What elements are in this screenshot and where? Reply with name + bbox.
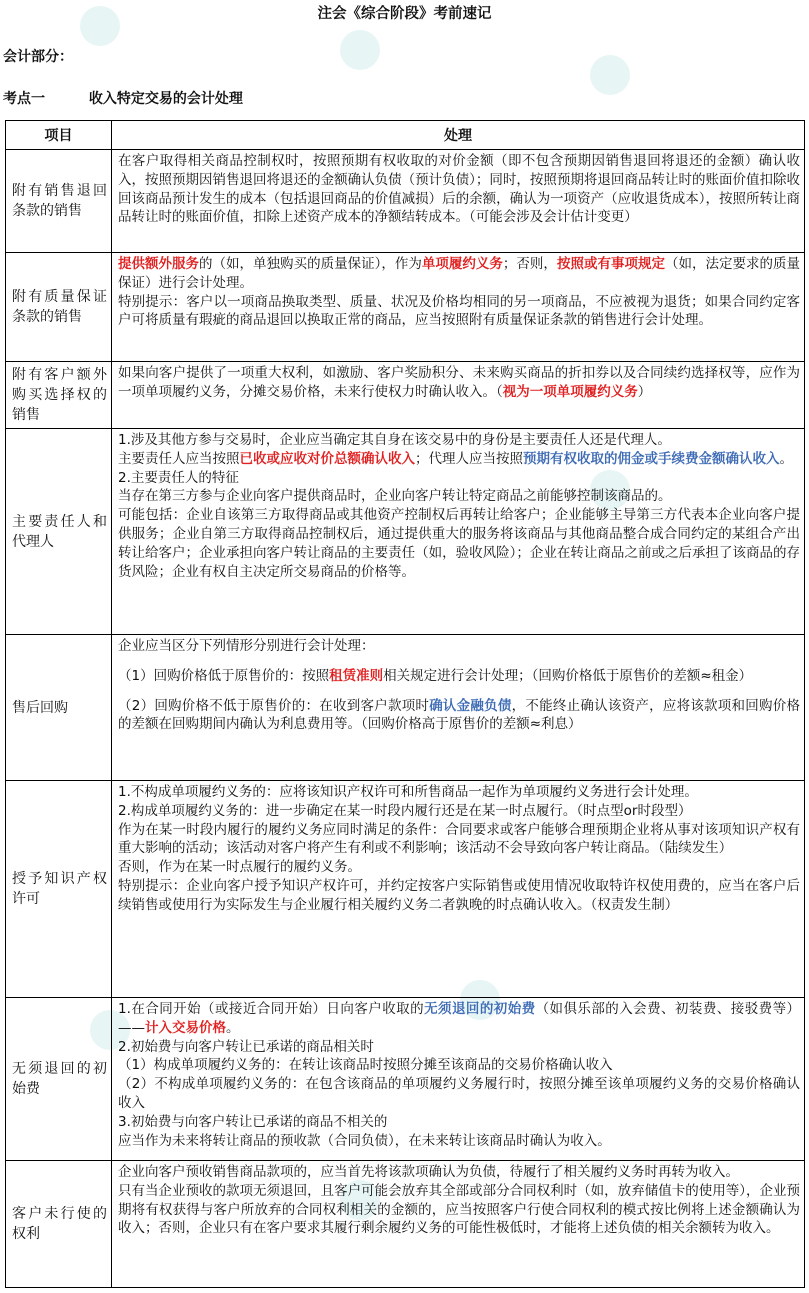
treatment-paragraph: [118, 637, 800, 656]
text-run: （如俱乐部的入会费、初装费、接驳费等）——: [118, 1001, 801, 1036]
highlight-blue: 预期有权收取的佣金或手续费金额确认收入: [523, 450, 780, 467]
text-run: （1）构成单项履约义务的：在转让该商品时按照分摊至该商品的交易价格确认收入: [118, 1057, 613, 1074]
treatment-paragraph: [118, 697, 800, 735]
text-run: 特别提示：客户以一项商品换取类型、质量、状况及价格均相同的另一项商品，不应被视为退货；如果合同约定客户可将质量有瑕疵的商品退回以换取正常的商品，应当按照附有质量保证条款的销售进行会计处理。: [118, 293, 800, 329]
text-run: 1.在合同开始（或接近合同开始）日向客户收取的: [118, 1001, 425, 1017]
treatment-paragraph: [118, 469, 800, 488]
highlight-red: 视为一项单项履约义务: [502, 383, 638, 400]
highlight-red: 单项履约义务: [421, 256, 503, 272]
row-treatment: [112, 253, 805, 362]
text-run: 特别提示：企业向客户授予知识产权许可，并约定按客户实际销售或使用情况收取特许权使用费的，应当在客户后续销售或使用行为实际发生与企业履行相关履约义务二者孰晚的时点确认收入。（权责发生制）: [118, 877, 800, 913]
row-item-label: 附有销售退回条款的销售: [6, 150, 112, 253]
treatment-paragraph: [118, 783, 800, 802]
text-run: （2）不构成单项履约义务的：在包含该商品的单项履约义务履行时，按照分摊至该单项履约义务的交易价格确认收入: [118, 1076, 800, 1111]
treatment-paragraph: [118, 667, 800, 686]
row-item-label: 售后回购: [6, 635, 112, 781]
table-row: [6, 998, 805, 1161]
text-run: 主要责任人应当按照: [118, 450, 240, 467]
text-run: ；否则，: [502, 256, 557, 272]
row-item-label: 附有客户额外购买选择权的销售: [6, 362, 112, 429]
column-header-treatment: 处理: [112, 121, 805, 150]
table-row: [6, 1161, 805, 1288]
topic-heading: [3, 89, 243, 109]
row-item-label: 客户未行使的权利: [6, 1161, 112, 1288]
row-treatment: [112, 635, 805, 781]
treatment-paragraph: [118, 1075, 800, 1113]
row-treatment: [112, 1161, 805, 1288]
treatment-paragraph: [118, 877, 800, 915]
highlight-blue: 无须退回的初始费: [424, 1001, 536, 1017]
text-run: 只有当企业预收的款项无须退回，且客户可能会放弃其全部或部分合同权利时（如，放弃储值卡的使用等），企业预期将有权获得与客户所放弃的合同权利相关的金额的，应当按照客户行使合同权利的模式按比例将上述金额确认为收入；否则，企业只有在客户要求其履行剩余履约义务的可能性极低时，才能将上述负债的相关余额转为收入。: [118, 1182, 800, 1237]
text-run: ；代理人应当按照: [415, 450, 523, 467]
treatment-paragraph: [118, 1038, 800, 1057]
treatment-paragraph: [118, 1000, 800, 1038]
row-treatment: [112, 781, 805, 998]
text-run: 否则，作为在某一时点履行的履约义务。: [118, 859, 361, 876]
row-treatment: [112, 362, 805, 429]
text-run: 作为在某一时段内履行的履约义务应同时满足的条件：合同要求或客户能够合理预期企业将从事对该项知识产权有重大影响的活动；该活动对客户将产生有利或不利影响；该活动不会导致向客户转让商品。（陆续发生）: [118, 821, 800, 857]
text-run: 2.主要责任人的特征: [118, 469, 239, 486]
row-item-label: 授予知识产权许可: [6, 781, 112, 998]
text-run: 如果向客户提供了一项重大权利，如激励、客户奖励积分、未来购买商品的折扣券以及合同续约选择权等，应作为一项单项履约义务，分摊交易价格，未来行使权力时确认收入。（: [118, 365, 800, 400]
text-run: 2.构成单项履约义务的：进一步确定在某一时段内履行还是在某一时点履行。（时点型or时段型）: [118, 802, 692, 819]
text-run: 相关规定进行会计处理；（回购价格低于原售价的差额≈租金）: [383, 667, 753, 684]
section-heading: 会计部分：: [3, 49, 73, 65]
table-row: [6, 429, 805, 635]
text-run: ，不能终止确认该资产，应将该款项和回购价格的差额在回购期间内确认为利息费用等。（回购价格高于原售价的差额≈利息）: [118, 697, 801, 733]
text-run: 。: [779, 450, 793, 467]
text-run: 应当作为未来将转让商品的预收款（合同负债），在未来转让该商品时确认为收入。: [118, 1132, 611, 1149]
row-treatment: [112, 150, 805, 253]
treatment-paragraph: [118, 1132, 800, 1151]
text-run: 在客户取得相关商品控制权时，按照预期有权收取的对价金额（即不包含预期因销售退回将退还的金额）确认收入，按照预期因销售退回将退还的金额确认负债（预计负债）；同时，按照预期将退回商品转让时的账面价值扣除收回该商品预计发生的成本（包括退回商品的价值减损）后的余额，确认为一项资产（应收退货成本），按照所转让商品转让时的账面价值，扣除上述资产成本的净额结转成本。（可能会涉及会计估计变更）: [118, 153, 800, 226]
treatment-paragraph: [118, 1163, 800, 1182]
row-item-label: 主要责任人和代理人: [6, 429, 112, 635]
text-run: 的（如，单独购买的质量保证），作为: [199, 256, 422, 272]
column-header-item: 项目: [6, 121, 112, 150]
text-run: ）: [637, 383, 652, 400]
row-item-label: 无须退回的初始费: [6, 998, 112, 1161]
treatment-paragraph: [118, 293, 800, 331]
highlight-red: 提供额外服务: [118, 256, 200, 272]
topic-label: 考点一: [3, 91, 45, 107]
highlight-red: 按照或有事项规定: [556, 256, 665, 272]
treatment-paragraph: [118, 858, 800, 877]
table-body: [6, 150, 805, 1288]
highlight-blue: 确认金融负债: [429, 697, 512, 714]
treatment-paragraph: [118, 802, 800, 821]
treatment-paragraph: [118, 821, 800, 859]
table-row: [6, 362, 805, 429]
row-treatment: [112, 429, 805, 635]
treatment-paragraph: [118, 450, 800, 469]
highlight-red: 已收或应收对价总额确认收入: [239, 450, 415, 467]
treatment-paragraph: [118, 152, 800, 227]
text-run: 2.初始费与向客户转让已承诺的商品相关时: [118, 1038, 374, 1055]
treatment-paragraph: [118, 1113, 800, 1132]
topic-title: 收入特定交易的会计处理: [88, 91, 243, 107]
document-title: 注会《综合阶段》考前速记: [317, 6, 492, 22]
text-run: 当存在第三方参与企业向客户提供商品时，企业向客户转让特定商品之前能够控制该商品的。: [118, 488, 672, 505]
text-run: 1.不构成单项履约义务的：应将该知识产权许可和所售商品一起作为单项履约义务进行会计处理。: [118, 784, 698, 800]
treatment-paragraph: [118, 487, 800, 506]
row-treatment: [112, 998, 805, 1161]
treatment-paragraph: [118, 364, 800, 402]
treatment-paragraph: [118, 255, 800, 293]
treatment-paragraph: [118, 1182, 800, 1238]
text-run: 可能包括：企业自该第三方取得商品或其他资产控制权后再转让给客户；企业能够主导第三方代表本企业向客户提供服务；企业自第三方取得商品控制权后，通过提供重大的服务将该商品与其他商品整合成合同约定的某组合产出转让给客户；企业承担向客户转让商品的主要责任（如，验收风险）；企业在转让商品之前或之后承担了该商品的存货风险；企业有权自主决定所交易商品的价格等。: [118, 507, 800, 580]
text-run: （1）回购价格低于原售价的：按照: [118, 667, 330, 684]
text-run: （如，法定要求的质量保证）进行会计处理。: [118, 256, 801, 291]
treatment-paragraph: [118, 506, 800, 581]
table-row: [6, 150, 805, 253]
table-row: [6, 635, 805, 781]
treatment-paragraph: [118, 431, 800, 450]
text-run: （2）回购价格不低于原售价的：在收到客户款项时: [118, 697, 430, 714]
treatment-paragraph: [118, 1056, 800, 1075]
highlight-red: 租赁准则: [329, 667, 384, 684]
table-row: [6, 781, 805, 998]
revenue-transactions-table: [5, 120, 805, 1288]
text-run: 企业应当区分下列情形分别进行会计处理：: [118, 638, 375, 654]
table-header-row: [6, 121, 805, 150]
text-run: 。: [226, 1019, 240, 1036]
highlight-red: 计入交易价格: [145, 1019, 226, 1036]
text-run: 企业向客户预收销售商品款项的，应当首先将该款项确认为负债，待履行了相关履约义务时再转为收入。: [118, 1164, 739, 1180]
row-item-label: 附有质量保证条款的销售: [6, 253, 112, 362]
table-row: [6, 253, 805, 362]
text-run: 1.涉及其他方参与交易时，企业应当确定其自身在该交易中的身份是主要责任人还是代理人。: [118, 432, 671, 448]
text-run: 3.初始费与向客户转让已承诺的商品不相关的: [118, 1113, 388, 1130]
